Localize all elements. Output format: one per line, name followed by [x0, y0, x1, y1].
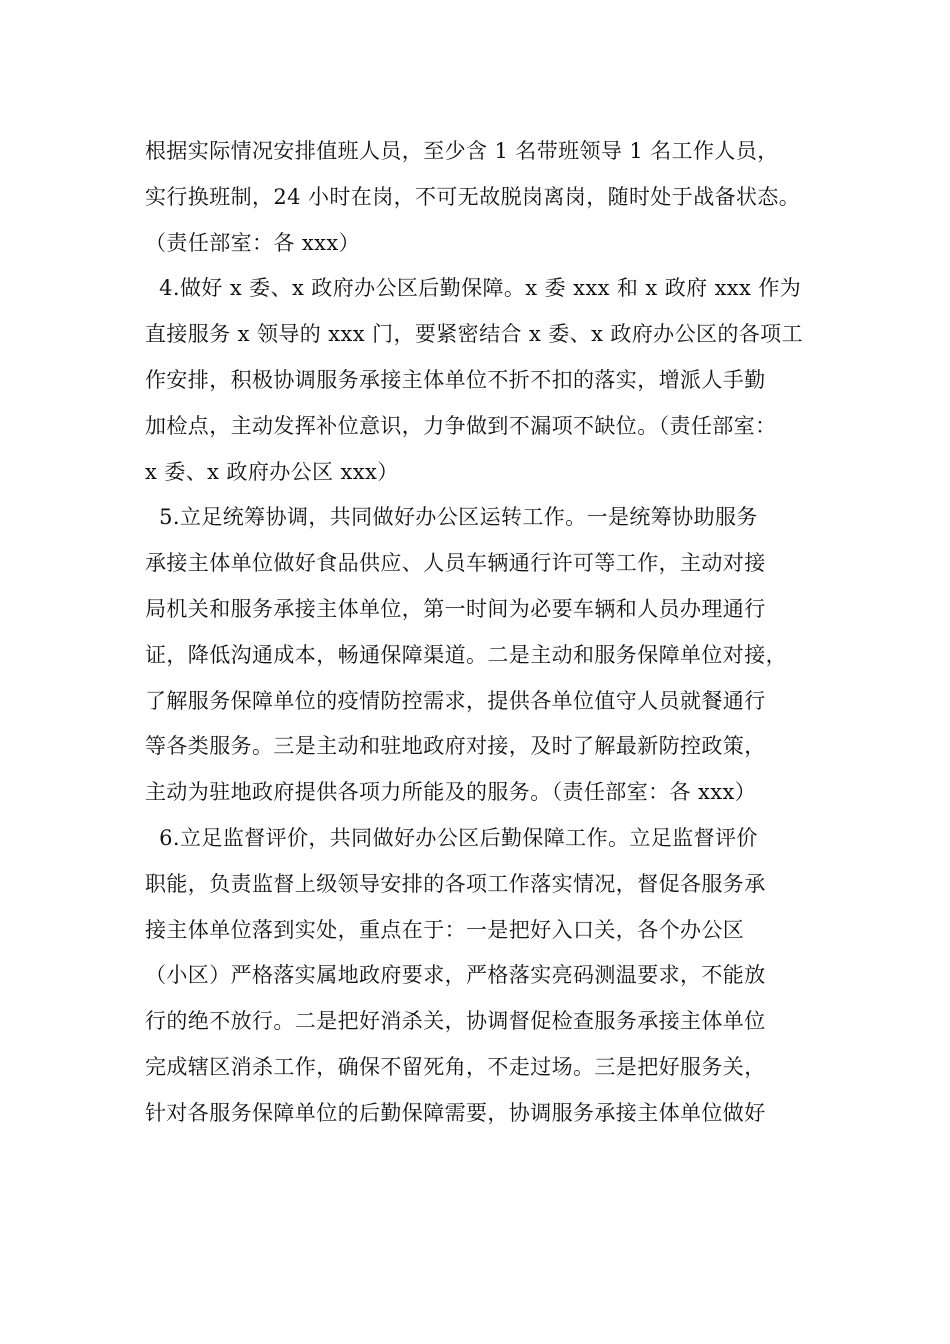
text-line: 承接主体单位做好食品供应、人员车辆通行许可等工作，主动对接	[145, 551, 766, 576]
text-line: 完成辖区消杀工作，确保不留死角，不走过场。三是把好服务关，	[145, 1054, 766, 1079]
text-line: （责任部室：各 xxx）	[145, 230, 361, 255]
text-line: 等各类服务。三是主动和驻地政府对接，及时了解最新防控政策，	[145, 734, 766, 759]
text-line: 直接服务 x 领导的 xxx 门，要紧密结合 x 委、x 政府办公区的各项工	[145, 322, 803, 347]
text-line: 证，降低沟通成本，畅通保障渠道。二是主动和服务保障单位对接，	[145, 642, 787, 667]
text-line: 针对各服务保障单位的后勤保障需要，协调服务承接主体单位做好	[145, 1100, 766, 1125]
text-line: 4.做好 x 委、x 政府办公区后勤保障。x 委 xxx 和 x 政府 xxx 作为	[145, 276, 802, 301]
text-line: 实行换班制，24 小时在岗，不可无故脱岗离岗，随时处于战备状态。	[145, 184, 801, 209]
text-line: 根据实际情况安排值班人员，至少含 1 名带班领导 1 名工作人员，	[145, 139, 779, 163]
document-body	[145, 129, 825, 1137]
text-line: 主动为驻地政府提供各项力所能及的服务。（责任部室：各 xxx）	[145, 780, 757, 805]
text-line: x 委、x 政府办公区 xxx）	[145, 459, 399, 484]
text-line: 加检点，主动发挥补位意识，力争做到不漏项不缺位。（责任部室：	[145, 413, 777, 438]
text-line: （小区）严格落实属地政府要求，严格落实亮码测温要求，不能放	[145, 963, 766, 988]
text-line: 了解服务保障单位的疫情防控需求，提供各单位值守人员就餐通行	[145, 688, 766, 713]
text-line: 5.立足统筹协调，共同做好办公区运转工作。一是统筹协助服务	[145, 505, 758, 530]
text-line: 作安排，积极协调服务承接主体单位不折不扣的落实，增派人手勤	[145, 367, 766, 392]
text-line: 职能，负责监督上级领导安排的各项工作落实情况，督促各服务承	[145, 871, 766, 896]
text-line: 行的绝不放行。二是把好消杀关，协调督促检查服务承接主体单位	[145, 1009, 766, 1034]
text-line: 接主体单位落到实处，重点在于：一是把好入口关，各个办公区	[145, 917, 745, 942]
text-line: 6.立足监督评价，共同做好办公区后勤保障工作。立足监督评价	[145, 825, 758, 850]
text-line: 局机关和服务承接主体单位，第一时间为必要车辆和人员办理通行	[145, 596, 766, 621]
